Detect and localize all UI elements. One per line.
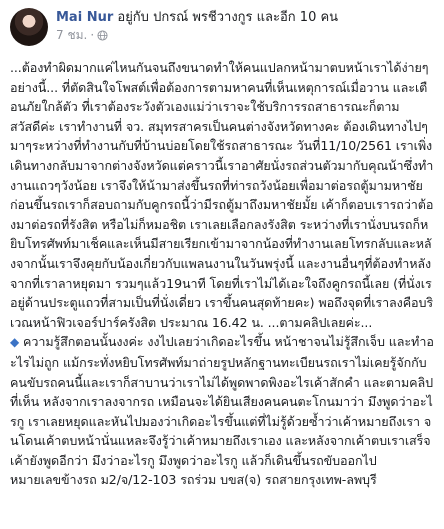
author-name-link[interactable]: Mai Nur [56,10,114,25]
post-meta [56,8,338,43]
post-body [10,58,434,490]
dot-separator: · [90,28,95,42]
post-paragraph-1: ...ต้องทำผิดมากแค่ไหนกันจนถึงขนาดทำให้คนแปลกหน้ามาตบหน้าเราได้ง่ายๆอย่างนี้... ที่ตัดสินใจโพสต์เพื่อต้องการตามหาคนที่เห็นเหตุการณ์เมื่อวาน และเตือนภัยใกล้ตัว ที่เราต้องระวังตัวเองแม่ว่าเราจะใช้บริการรถสาธารณะก็ตาม [10,60,429,115]
post-paragraph-4: หมายเลขข้างรถ ม2/จ/12-103 รถร่วม บขส(จ) รถสายกรุงเทพ-ลพบุรี [10,472,377,488]
author-line [56,9,338,27]
diamond-bullet-icon: ◆ [10,335,20,350]
post-paragraph-2: สวัสดีค่ะ เราทำงานที่ จว. สมุทรสาครเป็นคนต่างจังหวัดทางคะ ต้องเดินทางไปๆมาๆระหว่างที่ทำงานกับที่บ้านบ่อยโดยใช้รถสาธารณะ วันที่11/10/2561 เราเพิ่งเดินทางกลับมาจากต่างจังหวัดแต่คราวนี้เราอาศัยนั่งรถส่วนตัวมากับคุณน้าซึ่งทำงานแถวๆวังน้อย เราจึงให้น้ามาส่งขึ้นรถที่ท่ารถวังน้อยเพื่อมาต่อรถตู้มามหาชัย ก่อนขึ้นรถเราก็สอบถามกับคูกรถนี้ว่ามีรถตู้มาถึงมหาชัยมั้ย เค้าก็ตอบเรารถว่าต้องมาต่อรถที่รังสิต หรือไม่ก็หมอชิต เราเลยเลือกลงรังสิต ระหว่างที่เรานั่งบนรถก็หยิบโทรศัพท์มาเช็คและเห็นมีสายเรียกเข้ามาจากน้องที่ทำงานเลยโทรกลับและหลังจากนั้นเราจึงคุยกับน้องเกี่ยวกับแพลนงานในวันพรุ่งนี้ และงานอื่นๆที่ต้องทำหลังจากที่เราลาหยุดมา รวมๆแล้ว19นาที โดยที่เราไม่ได้เอะใจถึงคูกรถนี้เลย (ที่นั่งเรอยู่ด้านประตูแถวที่สามเป็นที่นั่งเดี่ยว เราขึ้นคนสุดท้ายคะ) พอถึงจุดที่เราลงคือบริเวณหน้าฟิวเจอร์ปาร์ครังสิต ประมาณ 16.42 น. ...ตามคลิปเลยค่ะ... [10,118,434,330]
tagged-people-text[interactable]: อยู่กับ ปกรณ์ พรชีวางกูร และอีก 10 คน [113,10,339,25]
post-timestamp[interactable]: 7 ชม. [56,28,88,42]
post-paragraph-3 [10,332,434,470]
globe-icon[interactable] [97,30,108,41]
post-paragraph-3-text: ความรู้สึกตอนนั้นงงค่ะ งงไปเลยว่าเกิดอะไรขึ้น หน้าชาจนไม่รู้สึกเจ็บ และทำอะไรไม่ถูก แม้กระทั่งหยิบโทรศัพท์มาถ่ายรูปหลักฐานทะเบียนรถเราไม่เคยรู้จักกับคนขับรถคนนี้และเราก็สาบานว่าเราไม่ได้พูดพาดพิงอะไรเค้าสักคำ และตามคลิปที่เห็น หลังจากเราลงจากรถ เหมือนจะได้ยินเสียงคนคนตะโกนมาว่า มึงพูดว่าอะไรกู เราเลยหยุดและหันไปมองว่าเกิดอะไรขึ้นแต่ที่ไม่รู้ด้วยซ้ำว่าเค้าหมายถึงเรา จนโดนเค้าตบหน้านั่นแหละจึงรู้ว่าเค้าหมายถึงเราเอง และหลังจากเค้าตบเราเสร็จเค้ายังพูดอีกว่า มึงว่าอะไรกู มึงพูดว่าอะไรกู แล้วก็เดินขึ้นรถขับออกไป [10,334,434,468]
post-time-line [56,27,338,43]
author-avatar[interactable] [10,8,48,46]
post-header [10,8,434,54]
